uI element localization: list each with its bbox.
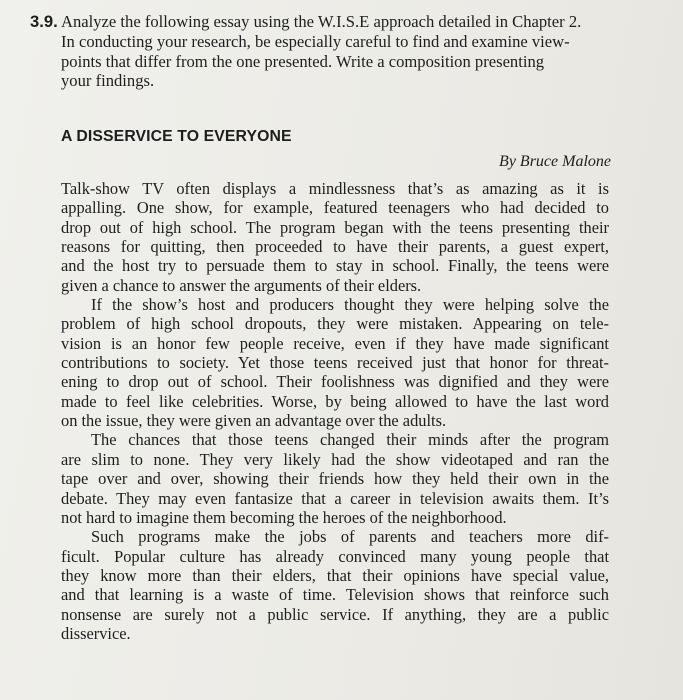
essay-line: drop out of high school. The program began with the teens presenting their	[61, 217, 609, 237]
essay-line: they know more than their elders, that their opinions have special value,	[61, 565, 609, 585]
essay-line: problem of high school dropouts, they were mistaken. Appearing on tele-	[61, 314, 609, 334]
essay-body	[61, 179, 609, 643]
essay-line: debate. They may even fantasize that a career in television awaits them. It’s	[61, 488, 609, 508]
essay-line: made to feel like celebrities. Worse, by being allowed to have the last word	[61, 391, 609, 411]
essay-line: not hard to imagine them becoming the heroes of the neighborhood.	[61, 507, 507, 527]
essay-line: given a chance to answer the arguments of their elders.	[61, 275, 422, 295]
essay-line: vision is an honor few people receive, even if they have made significant	[61, 333, 609, 353]
essay-line: The chances that those teens changed their minds after the program	[91, 430, 609, 450]
essay-line: appalling. One show, for example, featured teenagers who had decided to	[61, 198, 609, 218]
exercise-prompt	[30, 12, 630, 91]
exercise-line: your findings.	[61, 71, 155, 91]
essay-line: and the host try to persuade them to stay in school. Finally, the teens were	[61, 256, 609, 276]
essay-line: disservice.	[61, 623, 131, 643]
exercise-line	[30, 12, 630, 32]
essay-line: Talk-show TV often displays a mindlessness that’s as amazing as it is	[61, 179, 609, 198]
essay-title: A DISSERVICE TO EVERYONE	[61, 128, 292, 145]
essay-byline: By Bruce Malone	[499, 153, 611, 170]
essay-line: If the show’s host and producers thought they were helping solve the	[91, 295, 609, 315]
essay-line: reasons for quitting, then proceeded to have their parents, a guest expert,	[61, 237, 609, 257]
exercise-number: 3.9.	[30, 12, 58, 31]
essay-line: ening to drop out of school. Their foolishness was dignified and they were	[61, 372, 609, 392]
exercise-line: In conducting your research, be especially careful to find and examine view-	[61, 31, 570, 51]
essay-line: are slim to none. They very likely had the show videotaped and ran the	[61, 449, 609, 469]
essay-line: on the issue, they were given an advantage over the adults.	[61, 411, 447, 431]
essay-line: ficult. Popular culture has already convinced many young people that	[61, 546, 609, 566]
essay-line: contributions to society. Yet those teens received just that honor for threat-	[61, 353, 609, 373]
essay-line: and that learning is a waste of time. Television shows that reinforce such	[61, 585, 609, 605]
exercise-text: Analyze the following essay using the W.I.S.E approach detailed in Chapter 2.	[61, 12, 582, 31]
essay-line: nonsense are surely not a public service. If anything, they are a public	[61, 604, 609, 624]
essay-line: Such programs make the jobs of parents and teachers more dif-	[91, 527, 609, 547]
exercise-line: points that differ from the one presented. Write a composition presenting	[61, 51, 545, 71]
essay-line: tape over and over, showing their friends how they held their own in the	[61, 469, 609, 489]
